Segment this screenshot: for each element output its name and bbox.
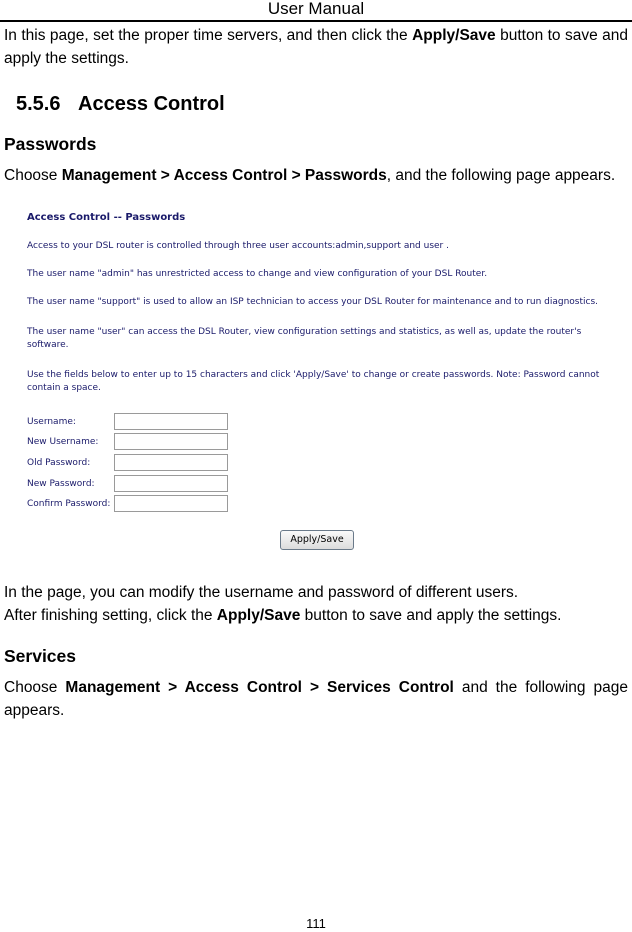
- passwords-menu-path: Management > Access Control > Passwords: [61, 167, 387, 184]
- screenshot-line-user: The user name "user" can access the DSL Router, view configuration settings and statistics, as well as, update the router's software.: [27, 327, 582, 350]
- section-number: 5.5.6: [16, 93, 61, 115]
- passwords-heading: Passwords: [4, 134, 97, 154]
- page-number: 111: [306, 916, 326, 931]
- old-password-input[interactable]: [114, 454, 228, 471]
- intro-text: In this page, set the proper time servers, and then click the: [4, 27, 413, 44]
- after-text-end: button to save and apply the settings.: [300, 607, 562, 624]
- confirm-password-label: Confirm Password:: [27, 499, 111, 509]
- intro-text-end: button to save and apply the settings.: [4, 27, 629, 67]
- services-choose-text: Choose: [4, 679, 66, 696]
- apply-save-button[interactable]: Apply/Save: [280, 530, 354, 550]
- section-heading: [16, 91, 225, 117]
- screenshot-line-instructions: Use the fields below to enter up to 15 characters and click 'Apply/Save' to change or create passwords. Note: Password cannot contain a space.: [27, 370, 600, 393]
- screenshot-line-admin: The user name "admin" has unrestricted access to change and view configuration of your DSL Router.: [27, 269, 488, 279]
- confirm-password-input[interactable]: [114, 495, 228, 512]
- services-heading: Services: [4, 646, 77, 666]
- services-paragraph: [4, 676, 628, 722]
- old-password-label: Old Password:: [27, 458, 91, 468]
- choose-text: Choose: [4, 167, 62, 184]
- page-header: [0, 0, 632, 22]
- passwords-after-text: , and the following page appears.: [386, 167, 616, 184]
- new-password-label: New Password:: [27, 479, 95, 489]
- services-after-text: and the following page appears.: [4, 679, 628, 719]
- passwords-paragraph: [4, 164, 628, 187]
- after-apply-save: Apply/Save: [216, 607, 301, 624]
- new-username-label: New Username:: [27, 437, 99, 447]
- manual-title: User Manual: [267, 0, 365, 18]
- screenshot-line-accounts: Access to your DSL router is controlled through three user accounts:admin,support and user .: [27, 241, 449, 251]
- username-label: Username:: [27, 417, 76, 427]
- after-screenshot-line2: [4, 604, 628, 627]
- after-text: After finishing setting, click the: [4, 607, 217, 624]
- new-password-input[interactable]: [114, 475, 228, 492]
- services-menu-path: Management > Access Control > Services Control: [65, 679, 454, 696]
- passwords-screenshot: [18, 208, 616, 554]
- after-screenshot-line1: In the page, you can modify the username and password of different users.: [4, 584, 519, 601]
- intro-paragraph: [4, 24, 628, 70]
- section-title: Access Control: [78, 93, 225, 115]
- username-input[interactable]: [114, 413, 228, 430]
- intro-apply-save: Apply/Save: [412, 27, 496, 44]
- screenshot-title: Access Control -- Passwords: [27, 212, 186, 223]
- new-username-input[interactable]: [114, 433, 228, 450]
- screenshot-line-support: The user name "support" is used to allow an ISP technician to access your DSL Router for maintenance and to run diagnostics.: [27, 297, 599, 307]
